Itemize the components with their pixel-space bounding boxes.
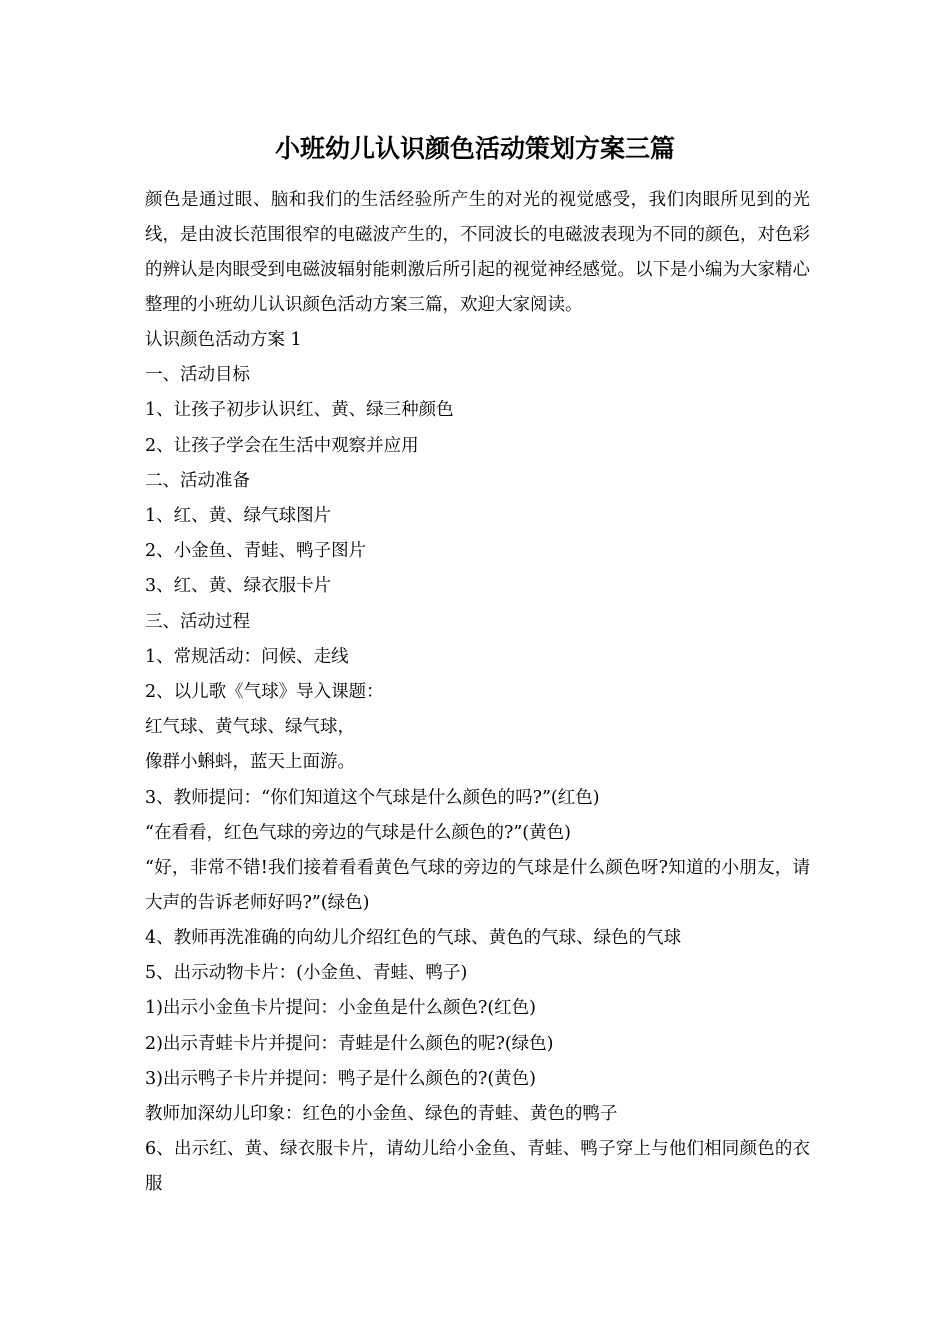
list-item: 5、出示动物卡片：(小金鱼、青蛙、鸭子) xyxy=(145,963,468,984)
sub-list-item: 2)出示青蛙卡片并提问：青蛙是什么颜色的呢?(绿色) xyxy=(145,1033,554,1054)
poem-line: 红气球、黄气球、绿气球， xyxy=(145,717,355,738)
list-item: 1、红、黄、绿气球图片 xyxy=(145,506,332,527)
intro-paragraph: 颜色是通过眼、脑和我们的生活经验所产生的对光的视觉感受，我们肉眼所见到的光线，是由波长范围很窄的电磁波产生的，不同波长的电磁波表现为不同的颜色，对色彩的辨认是肉眼受到电磁波辐射能刺激后所引起的视觉神经感觉。以下是小编为大家精心整理的小班幼儿认识颜色活动方案三篇，欢迎大家阅读。 xyxy=(145,190,810,315)
document-body xyxy=(145,183,810,1202)
list-item: 1、常规活动：问候、走线 xyxy=(145,646,349,667)
list-item: 2、小金鱼、青蛙、鸭子图片 xyxy=(145,541,367,562)
sub-list-item: 3)出示鸭子卡片并提问：鸭子是什么颜色的?(黄色) xyxy=(145,1068,536,1089)
list-item: 2、让孩子学会在生活中观察并应用 xyxy=(145,435,419,456)
list-item: 6、出示红、黄、绿衣服卡片，请幼儿给小金鱼、青蛙、鸭子穿上与他们相同颜色的衣服 xyxy=(145,1139,810,1195)
section-heading: 认识颜色活动方案 1 xyxy=(145,330,302,350)
subheading-process: 三、活动过程 xyxy=(145,611,250,632)
dialogue-line: “在看看，红色气球的旁边的气球是什么颜色的?”(黄色) xyxy=(145,822,571,843)
subheading-preparation: 二、活动准备 xyxy=(145,470,250,491)
list-item: 3、教师提问：“你们知道这个气球是什么颜色的吗?”(红色) xyxy=(145,787,600,808)
list-item: 2、以儿歌《气球》导入课题： xyxy=(145,682,384,703)
document-title: 小班幼儿认识颜色活动策划方案三篇 xyxy=(274,134,675,163)
sub-list-item: 1)出示小金鱼卡片提问：小金鱼是什么颜色?(红色) xyxy=(145,998,536,1019)
summary-line: 教师加深幼儿印象：红色的小金鱼、绿色的青蛙、黄色的鸭子 xyxy=(145,1104,618,1125)
subheading-goals: 一、活动目标 xyxy=(145,365,250,386)
poem-line: 像群小蝌蚪，蓝天上面游。 xyxy=(145,752,355,773)
list-item: 1、让孩子初步认识红、黄、绿三种颜色 xyxy=(145,400,454,421)
dialogue-line: “好，非常不错!我们接着看看黄色气球的旁边的气球是什么颜色呀?知道的小朋友，请大声的告诉老师好吗?”(绿色) xyxy=(145,858,810,914)
list-item: 3、红、黄、绿衣服卡片 xyxy=(145,576,332,597)
list-item: 4、教师再洗准确的向幼儿介绍红色的气球、黄色的气球、绿色的气球 xyxy=(145,928,682,949)
